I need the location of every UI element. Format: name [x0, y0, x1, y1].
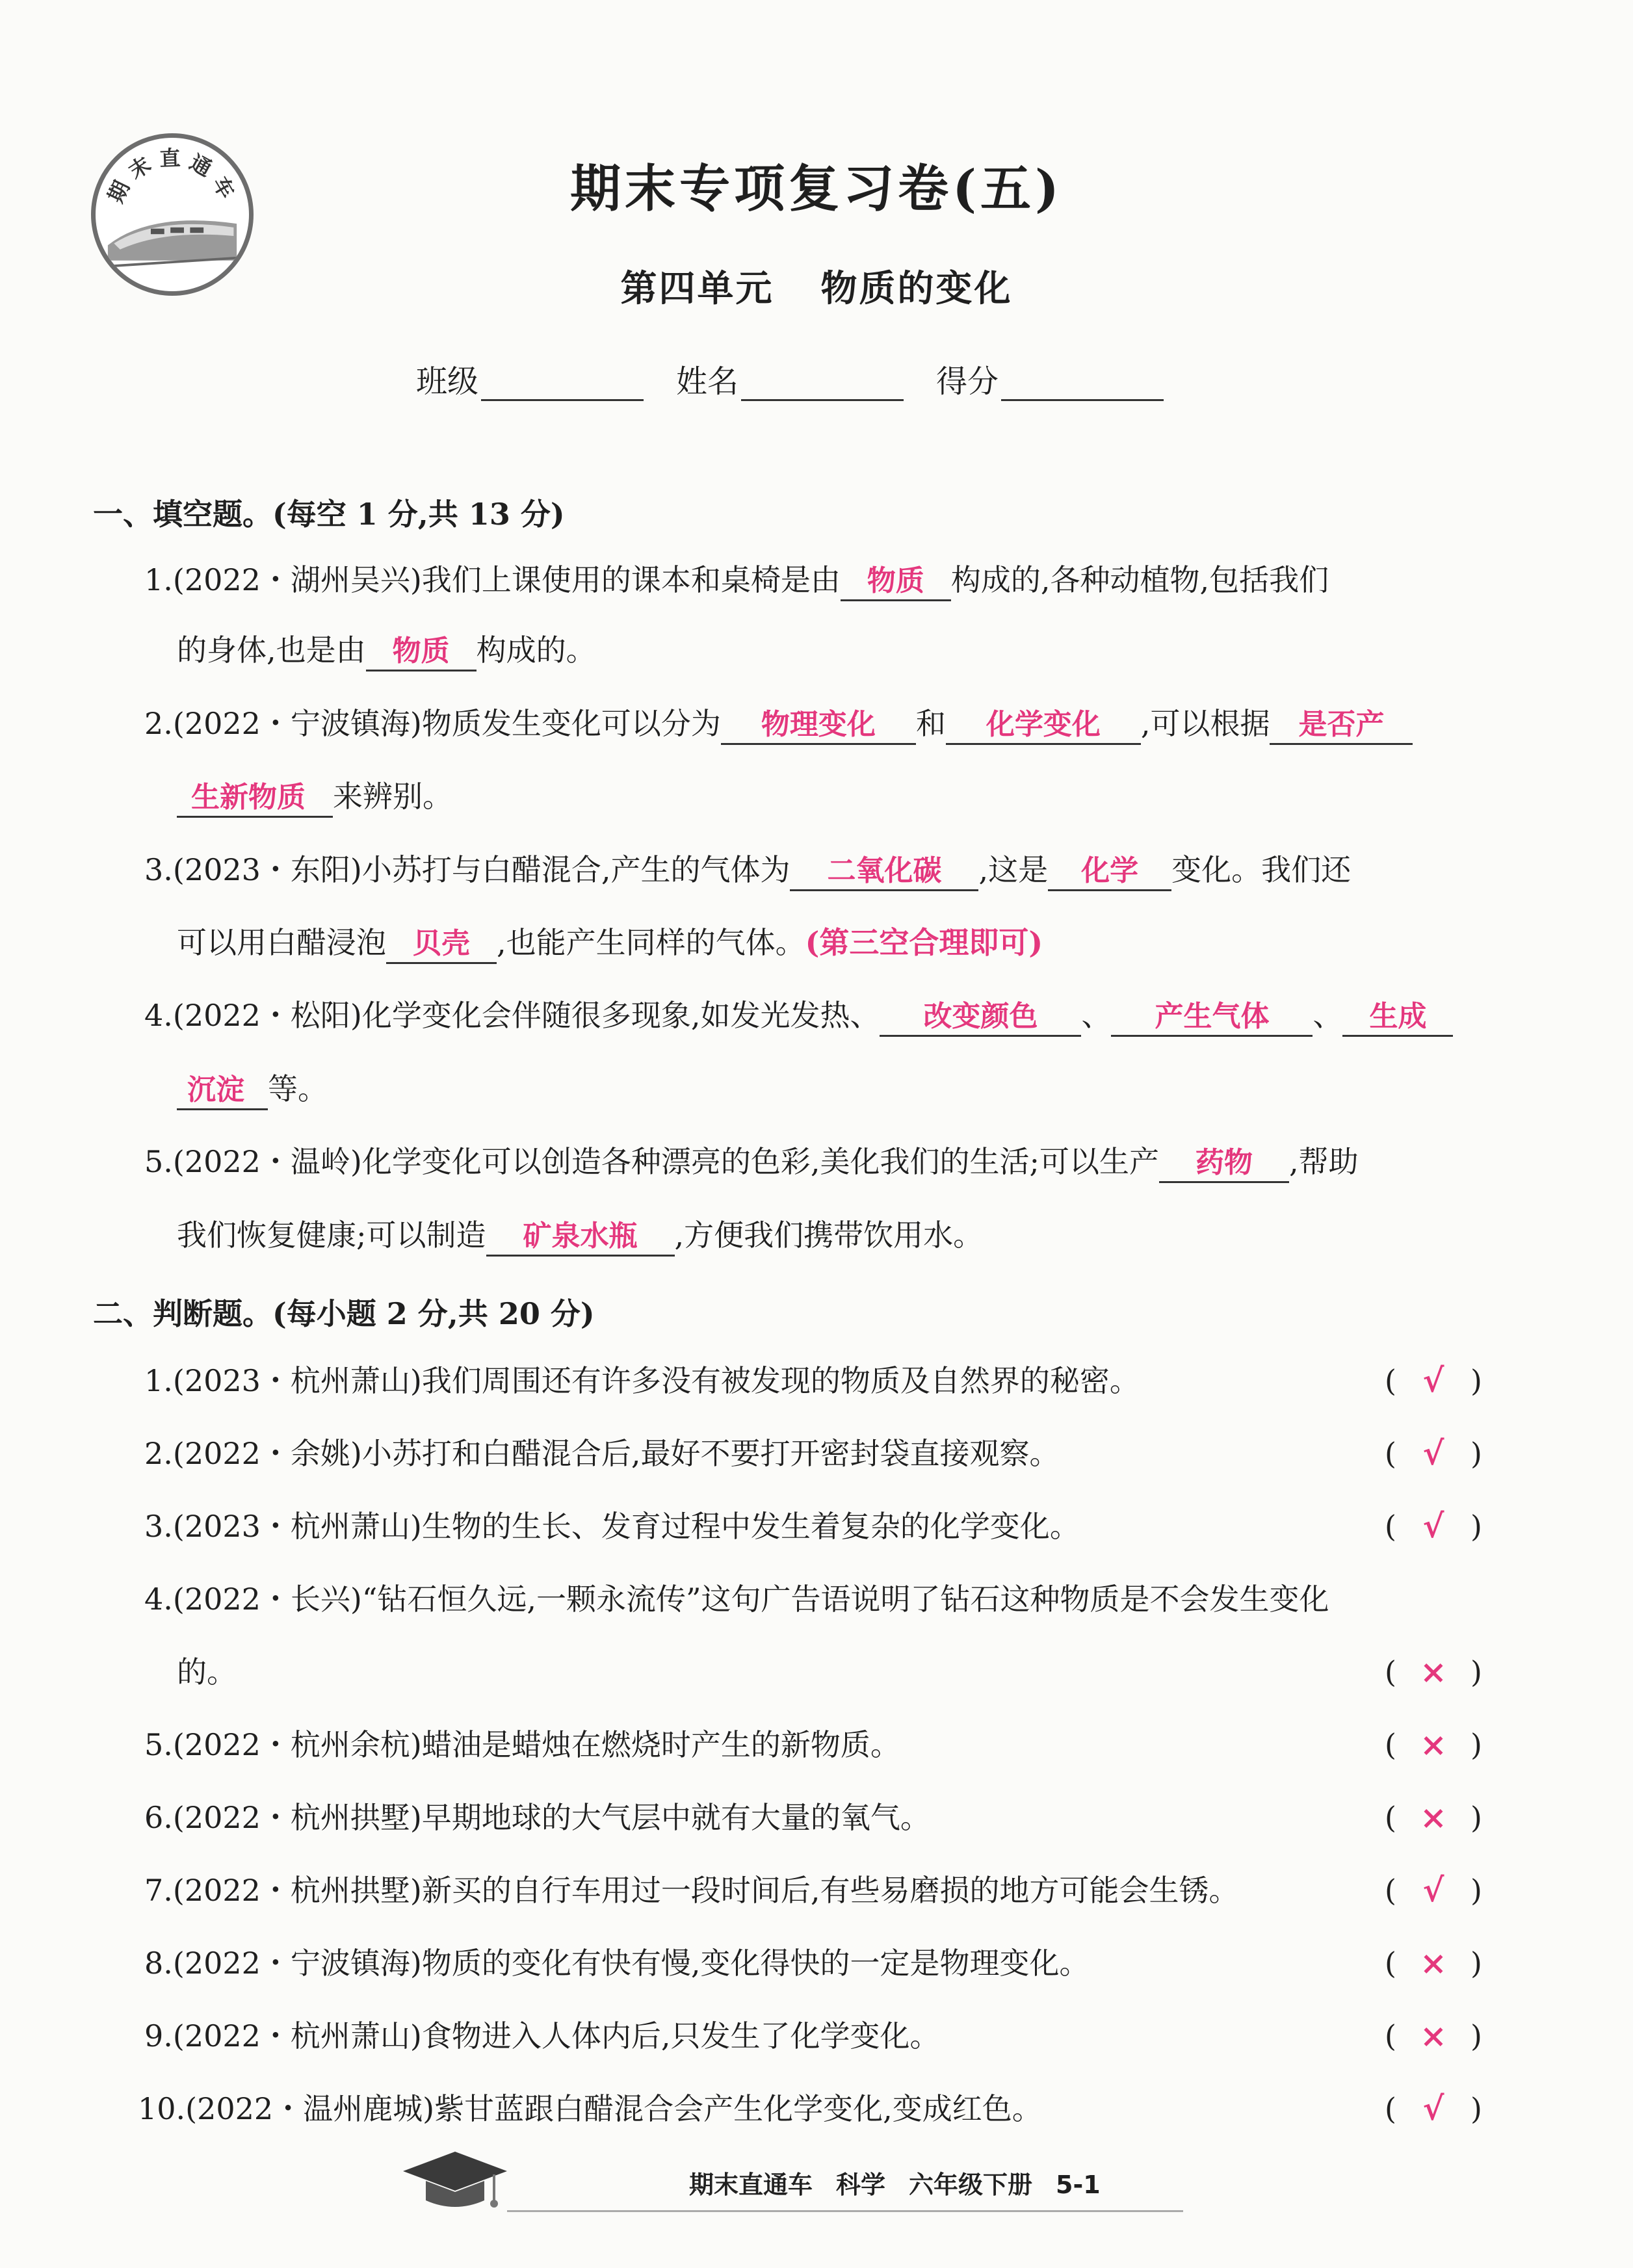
judge-item-5: 5.(2022・杭州余杭)蜡油是蜡烛在燃烧时产生的新物质。 [144, 1727, 900, 1762]
answer-blank: 矿泉水瓶 [486, 1218, 675, 1257]
name-field[interactable] [676, 356, 904, 401]
judge-item-6: 6.(2022・杭州拱墅)早期地球的大气层中就有大量的氧气。 [144, 1800, 930, 1835]
cross-mark: × [1420, 1725, 1447, 1764]
answer-blank: 化学 [1048, 853, 1171, 891]
question-2-line1: 2.(2022・宁波镇海)物质发生变化可以分为 物理变化 和 化学变化 ,可以根据 是否产 [144, 704, 1413, 745]
judge-item-9: 9.(2022・杭州萧山)食物进入人体内后,只发生了化学变化。 [144, 2018, 940, 2053]
judge-answer-10: ( √ ) [1385, 2089, 1482, 2128]
answer-blank: 是否产 [1270, 707, 1413, 745]
question-3-line2: 可以用白醋浸泡 贝壳 ,也能产生同样的气体。(第三空合理即可) [177, 923, 1043, 964]
score-blank[interactable] [1001, 365, 1164, 401]
unit-subtitle [0, 260, 1633, 312]
judge-answer-7: ( √ ) [1385, 1871, 1482, 1909]
answer-blank: 改变颜色 [880, 998, 1081, 1037]
class-field[interactable] [416, 356, 644, 401]
topic-label: 物质的变化 [820, 267, 1013, 310]
answer-blank: 生成 [1342, 998, 1453, 1037]
answer-blank: 物理变化 [721, 707, 916, 745]
answer-blank: 贝壳 [386, 926, 497, 964]
judge-answer-3: ( √ ) [1385, 1507, 1482, 1545]
judge-answer-8: ( × ) [1385, 1944, 1482, 1982]
unit-label: 第四单元 [620, 267, 774, 310]
name-label: 姓名 [676, 363, 739, 400]
question-1-line1: 1.(2022・湖州吴兴)我们上课使用的课本和桌椅是由 物质 构成的,各种动植物,包括我们 [144, 560, 1329, 601]
answer-blank: 生新物质 [177, 779, 333, 818]
answer-blank: 物质 [366, 633, 477, 671]
check-mark: √ [1422, 1434, 1444, 1472]
class-label: 班级 [416, 363, 479, 400]
footer-text: 期末直通车 科学 六年级下册 5-1 [689, 2170, 1101, 2199]
answer-note: (第三空合理即可) [805, 925, 1043, 960]
section2-heading: 二、判断题。(每小题 2 分,共 20 分) [93, 1296, 595, 1331]
cross-mark: × [1420, 1652, 1447, 1691]
page-footer [0, 2145, 1633, 2217]
judge-item-4-cont: 的。 [177, 1654, 237, 1689]
answer-blank: 化学变化 [946, 707, 1141, 745]
judge-answer-2: ( √ ) [1385, 1434, 1482, 1472]
cross-mark: × [1420, 1944, 1447, 1982]
judge-answer-9: ( × ) [1385, 2016, 1482, 2055]
check-mark: √ [1422, 1361, 1444, 1400]
answer-blank: 物质 [841, 563, 951, 601]
footer-rule [507, 2210, 1183, 2212]
judge-answer-4: ( × ) [1385, 1652, 1482, 1691]
question-4-line1: 4.(2022・松阳)化学变化会伴随很多现象,如发光发热、 改变颜色 、 产生气体 、 生成 [144, 996, 1453, 1037]
check-mark: √ [1422, 2089, 1444, 2128]
question-2-line2: 生新物质 来辨别。 [177, 777, 452, 818]
judge-answer-1: ( √ ) [1385, 1361, 1482, 1400]
judge-item-2: 2.(2022・余姚)小苏打和白醋混合后,最好不要打开密封袋直接观察。 [144, 1436, 1060, 1471]
class-blank[interactable] [481, 365, 644, 401]
judge-item-1: 1.(2023・杭州萧山)我们周围还有许多没有被发现的物质及自然界的秘密。 [144, 1363, 1140, 1398]
question-5-line2: 我们恢复健康;可以制造 矿泉水瓶 ,方便我们携带饮用水。 [177, 1216, 983, 1257]
judge-item-7: 7.(2022・杭州拱墅)新买的自行车用过一段时间后,有些易磨损的地方可能会生锈。 [144, 1873, 1239, 1908]
judge-answer-6: ( × ) [1385, 1798, 1482, 1836]
judge-item-8: 8.(2022・宁波镇海)物质的变化有快有慢,变化得快的一定是物理变化。 [144, 1946, 1090, 1981]
answer-blank: 二氧化碳 [790, 853, 978, 891]
check-mark: √ [1422, 1507, 1444, 1545]
question-4-line2: 沉淀 等。 [177, 1069, 328, 1110]
question-5-line1: 5.(2022・温岭)化学变化可以创造各种漂亮的色彩,美化我们的生活;可以生产 药物 ,帮助 [144, 1142, 1359, 1183]
question-3-line1: 3.(2023・东阳)小苏打与白醋混合,产生的气体为 二氧化碳 ,这是 化学 变化。我们还 [144, 850, 1351, 891]
cross-mark: × [1420, 2016, 1447, 2055]
question-1-line2: 的身体,也是由 物质 构成的。 [177, 631, 596, 671]
section1-heading: 一、填空题。(每空 1 分,共 13 分) [93, 497, 565, 532]
page-title: 期末专项复习卷(五) [570, 159, 1063, 218]
svg-text:期 末 直 通 车: 期 末 直 通 车 [103, 145, 240, 207]
answer-blank: 产生气体 [1111, 998, 1313, 1037]
graduation-cap-icon [397, 2145, 514, 2217]
answer-blank: 药物 [1159, 1145, 1289, 1183]
answer-blank: 沉淀 [177, 1072, 268, 1110]
judge-item-10: 10.(2022・温州鹿城)紫甘蓝跟白醋混合会产生化学变化,变成红色。 [138, 2091, 1042, 2126]
judge-item-3: 3.(2023・杭州萧山)生物的生长、发育过程中发生着复杂的化学变化。 [144, 1509, 1080, 1544]
score-field[interactable] [936, 356, 1164, 401]
student-info [416, 356, 1164, 401]
score-label: 得分 [936, 363, 999, 400]
cross-mark: × [1420, 1798, 1447, 1836]
name-blank[interactable] [741, 365, 904, 401]
judge-answer-5: ( × ) [1385, 1725, 1482, 1764]
check-mark: √ [1422, 1871, 1444, 1909]
judge-item-4: 4.(2022・长兴)“钻石恒久远,一颗永流传”这句广告语说明了钻石这种物质是不会发生变化 [144, 1582, 1329, 1617]
